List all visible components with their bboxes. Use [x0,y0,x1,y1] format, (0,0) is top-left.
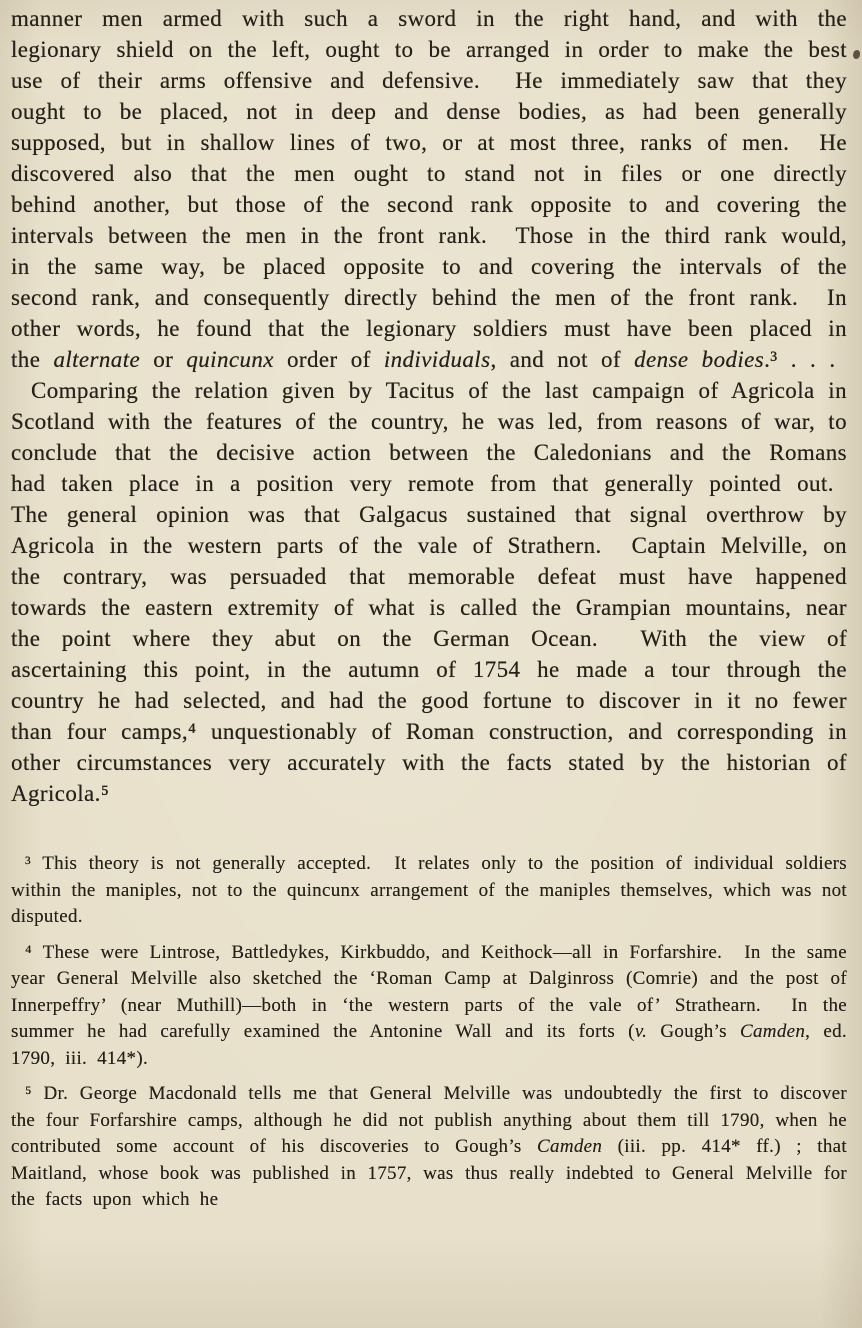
text-run: Gough’s [647,1021,741,1042]
text-run: , ed. 1790, iii. 414*). [11,1021,847,1069]
italic-text-run: Camden [537,1136,603,1157]
scan-blemish [853,50,860,59]
text-run: or [140,347,187,372]
body-paragraph-continuation [11,3,847,375]
text-run: ⁴ These were Lintrose, Battledykes, Kirkbuddo, and Keithock—all in Forfarshire. In the same year General Melville also sketched the ‘Roman Camp at Dalginross (Comrie) and the post of Innerpeffry’ (near Muthill)—both in ‘the western parts of the vale of’ Strathearn. In the summer he had carefully examined the Antonine Wall and its forts ( [11,941,847,1042]
text-run: Comparing the relation given by Tacitus of the last campaign of Agricola in Scotland with the features of the country, he was led, from reasons of war, to conclude that the decisive action between the Caledonians and the Romans had taken place in a position very remote from that generally pointed out. The general opinion was that Galgacus sustained that signal overthrow by Agricola in the western parts of the vale of Strathern. Captain Melville, on the contrary, was persuaded that memorable defeat must have happened towards the eastern extremity of what is called the Grampian mountains, near the point where they abut on the German Ocean. With the view of ascertaining this point, in the autumn of 1754 he made a tour through the country he had selected, and had the good fortune to discover in it no fewer than four camps,⁴ unquestionably of Roman construction, and corresponding in other circumstances very accurately with the facts stated by the historian of Agricola.⁵ [11,378,847,806]
page-body-text [11,3,847,809]
text-run: .³ . . . [764,347,836,372]
text-run: (iii. pp. 414* ff.) ; that Maitland, whose book was published in 1757, was thus really indebted to General Melville for the facts upon which he [11,1136,847,1210]
italic-text-run: v. [634,1021,648,1042]
text-run: order of [273,347,384,372]
footnote-5 [11,1081,847,1214]
text-run: manner men armed with such a sword in the right hand, and with the legionary shield on the left, ought to be arranged in order to make the best use of their arms offensive and defensive. He immediately saw that they ought to be placed, not in deep and dense bodies, as had been generally supposed, but in shallow lines of two, or at most three, ranks of men. He discovered also that the men ought to stand not in files or one directly behind another, but those of the second rank opposite to and covering the intervals between the men in the front rank. Those in the third rank would, in the same way, be placed opposite to and covering the intervals of the second rank, and consequently directly behind the men of the front rank. In other words, he found that the legionary soldiers must have been placed in the [11,6,847,372]
footnote-4 [11,940,847,1073]
footnotes-section [11,851,847,1214]
italic-text-run: dense bodies [634,347,765,372]
italic-text-run: quincunx [186,347,274,372]
body-paragraph-comparing [11,375,847,809]
text-run: ³ This theory is not generally accepted. It relates only to the position of individual soldiers within the maniples, not to the quincunx arrangement of the maniples themselves, which was not disputed. [11,853,847,927]
italic-text-run: individuals [383,347,491,372]
text-run: ⁵ Dr. George Macdonald tells me that General Melville was undoubtedly the first to discover the four Forfarshire camps, although he did not publish anything about them till 1790, when he contributed some account of his discoveries to Gough’s [11,1083,847,1157]
text-run: , and not of [490,347,635,372]
footnote-3 [11,851,847,931]
italic-text-run: Camden [740,1021,806,1042]
italic-text-run: alternate [53,347,141,372]
